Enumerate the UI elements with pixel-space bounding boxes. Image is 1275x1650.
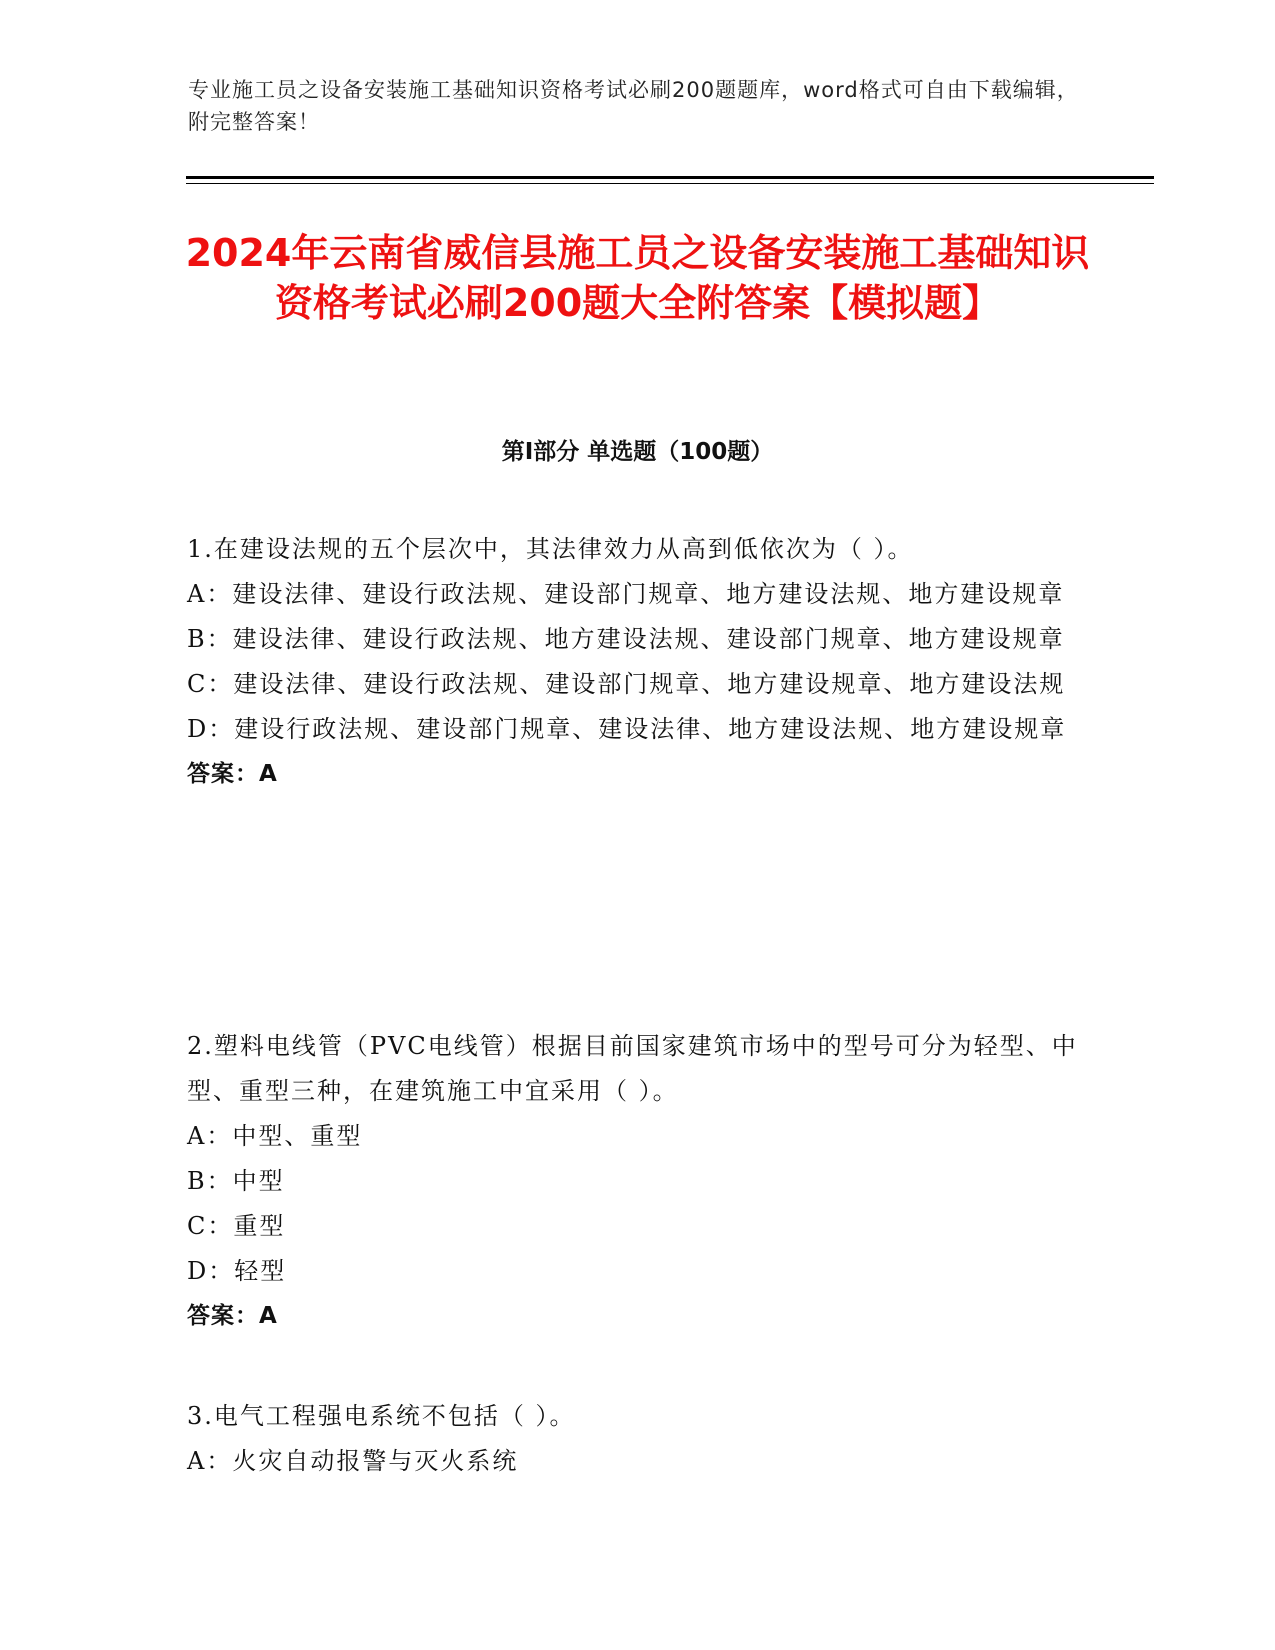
header-divider-thin: [186, 183, 1154, 184]
option-a: A：火灾自动报警与灭火系统: [187, 1447, 519, 1475]
question-stem: 1.在建设法规的五个层次中，其法律效力从高到低依次为（ ）。: [187, 535, 914, 563]
section-title: 第I部分 单选题（100题）: [501, 439, 774, 465]
question-stem: 3.电气工程强电系统不包括（ ）。: [187, 1402, 576, 1430]
option-a: A：建设法律、建设行政法规、建设部门规章、地方建设法规、地方建设规章: [187, 580, 1065, 608]
header-note: 专业施工员之设备安装施工基础知识资格考试必刷200题题库，word格式可自由下载编辑，附完整答案！: [188, 78, 1079, 134]
answer: 答案：A: [187, 1303, 278, 1329]
question-3: [187, 1394, 1092, 1484]
question-2: [187, 1024, 1092, 1339]
question-1: [187, 527, 1092, 797]
option-d: D：建设行政法规、建设部门规章、建设法律、地方建设法规、地方建设规章: [187, 715, 1067, 743]
option-a: A：中型、重型: [187, 1122, 363, 1150]
answer: 答案：A: [187, 761, 278, 787]
option-d: D：轻型: [187, 1257, 287, 1285]
option-c: C：建设法律、建设行政法规、建设部门规章、地方建设规章、地方建设法规: [187, 670, 1066, 698]
question-stem: 2.塑料电线管（PVC电线管）根据目前国家建筑市场中的型号可分为轻型、中型、重型三种，在建筑施工中宜采用（ ）。: [187, 1032, 1078, 1105]
document-title: 2024年云南省威信县施工员之设备安装施工基础知识资格考试必刷200题大全附答案【模拟题】: [185, 231, 1090, 325]
option-b: B：建设法律、建设行政法规、地方建设法规、建设部门规章、地方建设规章: [187, 625, 1065, 653]
option-b: B：中型: [187, 1167, 285, 1195]
header-divider-thick: [186, 176, 1154, 179]
option-c: C：重型: [187, 1212, 286, 1240]
